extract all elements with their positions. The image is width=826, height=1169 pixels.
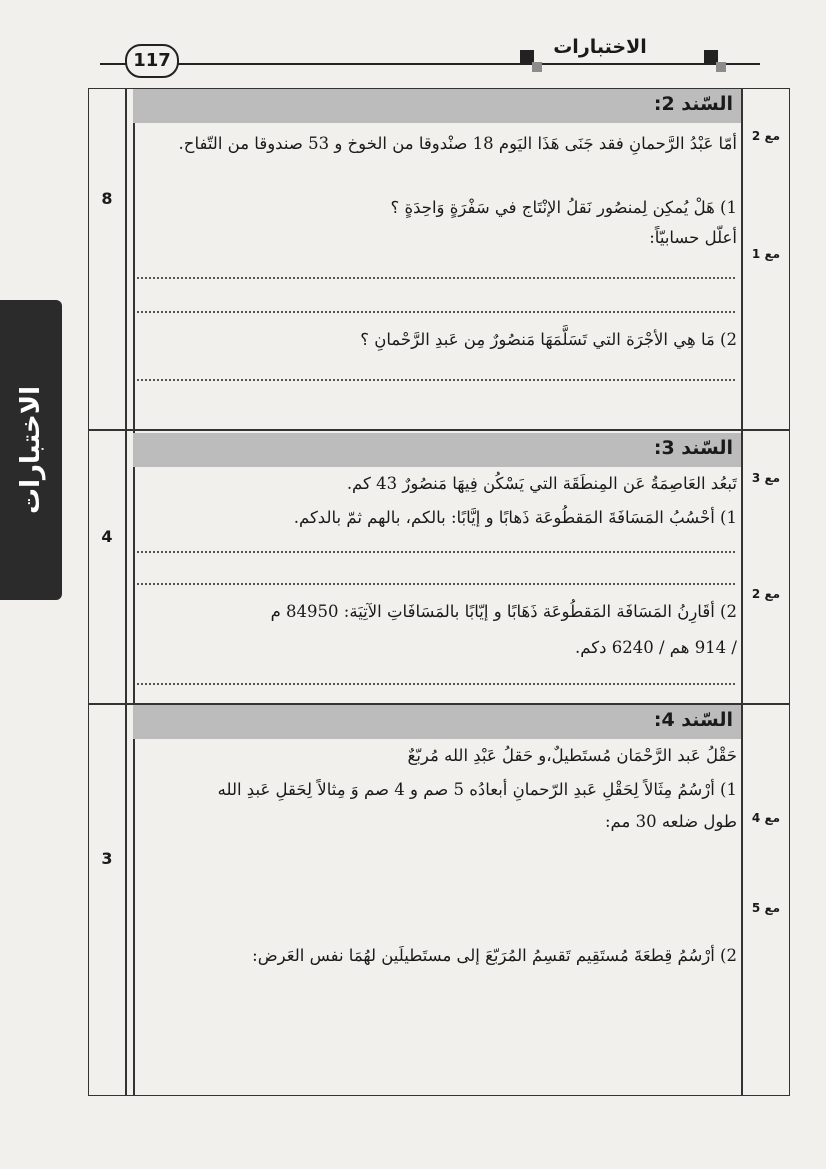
answer-line xyxy=(137,683,735,685)
question: 1) أرْسُمُ مِثَالاً لِحَقْلِ عَبدِ الرّحمانِ أبعادُه 5 صم و 4 صم وَ مِثالاً لِحَقلِ عَبدِ الله xyxy=(217,780,737,799)
page-number: 117 xyxy=(125,44,179,78)
header-square-left-grey-icon xyxy=(532,62,542,72)
section-score: 3 xyxy=(101,849,113,868)
answer-line xyxy=(137,311,735,313)
column-divider xyxy=(125,89,127,1095)
question: 2) أرْسُمُ قِطعَةَ مُستَقِيم تَقسِمُ المُرَبّعَ إلى مستَطيلَين لهُمَا نفس العَرض: xyxy=(252,946,737,965)
question: 2) مَا هِي الأجْرَة التي تَسَلَّمَهَا مَنصُورٌ مِن عَبدِ الرَّحْمانِ ؟ xyxy=(360,330,737,349)
section-heading: السّند 2: xyxy=(133,89,741,123)
section-heading: السّند 4: xyxy=(133,705,741,739)
question-sub: طول ضلعه 30 مم: xyxy=(604,812,737,831)
side-tab xyxy=(0,300,62,600)
column-divider xyxy=(133,89,135,1095)
section-heading: السّند 3: xyxy=(133,433,741,467)
answer-line xyxy=(137,551,735,553)
page-title: الاختبارات xyxy=(553,36,647,58)
criterion-label: مع 5 xyxy=(751,901,781,915)
criterion-label: مع 4 xyxy=(751,811,781,825)
answer-line xyxy=(137,583,735,585)
question: 2) أقَارِنُ المَسَافَة المَقطُوعَة ذَهَابًا و إيّابًا بالمَسَافَاتِ الآتِيَة: 84950 م xyxy=(270,602,737,621)
section-intro: تَبعُد العَاصِمَةُ عَن المِنطَقَة التي يَسْكُن فِيهَا مَنصُورٌ 43 كم. xyxy=(346,474,737,493)
answer-line xyxy=(137,379,735,381)
criterion-label: مع 1 xyxy=(751,247,781,261)
question: 1) أحْسُبُ المَسَافَةَ المَقطُوعَة ذَهابًا و إيَّابًا: بالكم، بالهم ثمّ بالدكم. xyxy=(293,508,737,527)
section-score: 8 xyxy=(101,189,113,208)
header-square-right-grey-icon xyxy=(716,62,726,72)
criterion-label: مع 3 xyxy=(751,471,781,485)
exam-table xyxy=(88,88,790,1096)
row-divider xyxy=(89,429,789,431)
criterion-label: مع 2 xyxy=(751,587,781,601)
question: 1) هَلْ يُمكِن لِمنصُور نَقلُ الإنْتَاج في سَفْرَةٍ وَاحِدَةٍ ؟ xyxy=(390,198,737,217)
answer-line xyxy=(137,277,735,279)
question-sub: / 914 هم / 6240 دكم. xyxy=(575,638,737,657)
side-tab-label: الاختبارات xyxy=(16,385,46,515)
section-intro: حَقْلُ عَبد الرَّحْمَان مُستَطيلٌ،و حَقلُ عَبْدِ الله مُربّعٌ xyxy=(407,746,737,765)
header-rule xyxy=(100,63,760,65)
section-intro: أمّا عَبْدُ الرَّحمانِ فقد جَنَى هَذَا اليَوم 18 صنْدوقا من الخوخ و 53 صندوقا من التّفاح. xyxy=(178,134,737,153)
criterion-label: مع 2 xyxy=(751,129,781,143)
question-sub: أعلّل حسابيّاً: xyxy=(649,228,737,247)
section-score: 4 xyxy=(101,527,113,546)
